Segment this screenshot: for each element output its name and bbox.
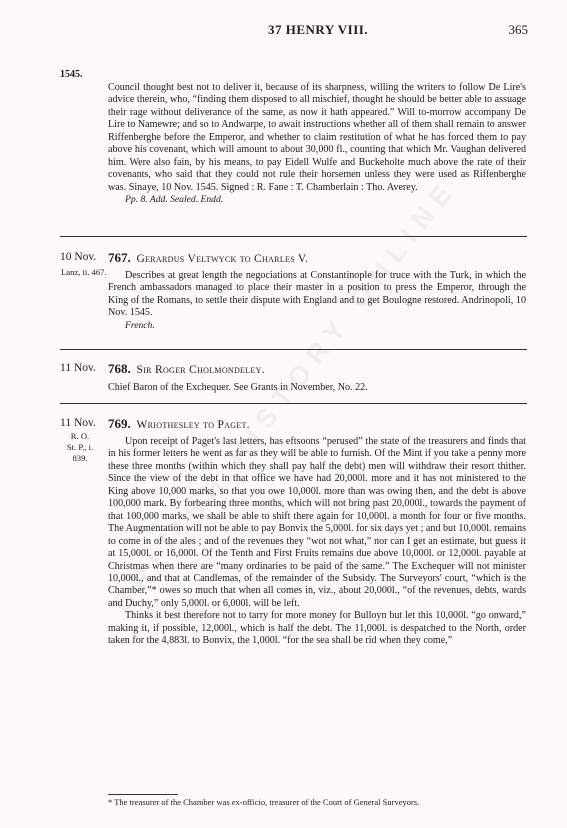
entry-heading: [108, 361, 265, 377]
entry-date: 10 Nov.: [60, 251, 97, 263]
entry-title: Gerardus Veltwyck to Charles V.: [136, 253, 309, 265]
entry-number: 768.: [108, 361, 131, 376]
page-number: 365: [508, 22, 528, 37]
margin-year: 1545.: [60, 69, 83, 80]
entry-body: [108, 270, 526, 332]
divider: [60, 403, 527, 404]
footnote-rule: [108, 794, 178, 795]
entry-number: 767.: [108, 250, 131, 265]
entry-title: Sir Roger Cholmondeley.: [136, 364, 265, 376]
entry-body: [108, 382, 526, 394]
running-title: 37 HENRY VIII.: [268, 22, 369, 37]
entry-text: Describes at great length the negociations at Constantinople for truce with the Turk, in which the French ambassadors managed to place their master in a position to press the Emperor, through the King of the Romans, to settle their dispute with England and to get Boulogne restored. Andrinopoli, 10 Nov. 1545.: [108, 270, 526, 319]
running-header: [0, 22, 567, 38]
entry-heading: [108, 416, 250, 432]
footnote: * The treasurer of the Chamber was ex-officio, treasurer of the Court of General Surveyors.: [108, 797, 420, 807]
continued-note: Pp. 8. Add. Sealed. Endd.: [125, 194, 224, 206]
entry-note: French.: [125, 319, 155, 331]
continued-entry: [108, 82, 526, 207]
entry-number: 769.: [108, 416, 131, 431]
divider: [60, 236, 527, 237]
entry-date: 11 Nov.: [60, 362, 96, 374]
entry-text: Upon receipt of Paget's last letters, has eftsoons “perused” the state of the treasurers and finds that in his former letters he went as far as they will be able to furnish. Of the Mint if you take a penny more these three months (within which they shall pay half the debt) men will withdraw their resort thither. Since the view of the debt in that office we have had 20,000l. more and it has not ministered to the King above 10,000 marks, so that you owe 10,000l. more than was owing then, and the debt is above 100,000 mark. By forbearing three months, which will not bring past 20,000l., towards the payment of that 100,000 marks, we shall be able to shift there again for 10,000l. a month for four or five months. The Augmentation will not be able to pay Bonvix the 5,000l. for six days yet ; and but 10,000l. remains to come in of the ales ; and of the revenues they “wot not what,” nor can I get an estimate, but guess it at 15,000l. or 16,000l. Of the Tenth and First Fruits remains due above 10,000l. or 12,000l. payable at Christmas when there are “many ordinaries to be paid of the same.” The Exchequer will not minister 10,000l., and that at Candlemas, of the remainder of the Subsidy. The Surveyors' court, “which is the Chamber,”* owes so much that when all comes in, viz., about 20,000l., “of the revenues, debts, wards and Duchy,” only 5,000l. or 6,000l. will be left.: [108, 436, 526, 609]
entry-text: Chief Baron of the Exchequer. See Grants in November, No. 22.: [108, 382, 368, 393]
entry-text-continued: Thinks it best therefore not to tarry for more money for Bulloyn but let this 10,000l. “go onward,” making it, if possible, 12,000l., which is half the debt. The 11,000l. is despatched to the North, order taken for the 4,883l. to Bonvix, the 1,000l. “for the sea shall be rid when they come,”: [108, 610, 526, 647]
entry-reference: Lanz, ii. 467.: [61, 267, 107, 277]
entry-title: Wriothesley to Paget.: [136, 419, 250, 431]
divider: [60, 349, 527, 350]
entry-body: [108, 436, 526, 648]
entry-reference: R. O. St. P., i. 839.: [66, 431, 94, 463]
entry-date: 11 Nov.: [60, 417, 96, 429]
continued-text: Council thought best not to deliver it, because of its sharpness, willing the writers to follow De Lire's advice therein, who, “finding them disposed to all mischief, thought he should be better able to assuage their rage without deliverance of the same, as now it hath appeared.” Will to-morrow accompany De Lire to Namewre; and so to Andwarpe, to await instructions whether all of them shall remain to answer Riffenberghe before the Emperor, and whether to claim restitution of what he has forced them to pay above his covenant, which will amount to about 30,000 fl., counting that which Mr. Vaughan delivered him. Were also fain, by his means, to pay Eidell Wulfe and Buckeholte much above the rate of their covenants, who said that they could not rule their horsemen unless they were used as Riffenberghe was. Sinaye, 10 Nov. 1545. Signed : R. Fane : T. Chamberlain : Tho. Averey.: [108, 82, 526, 193]
entry-heading: [108, 250, 308, 266]
